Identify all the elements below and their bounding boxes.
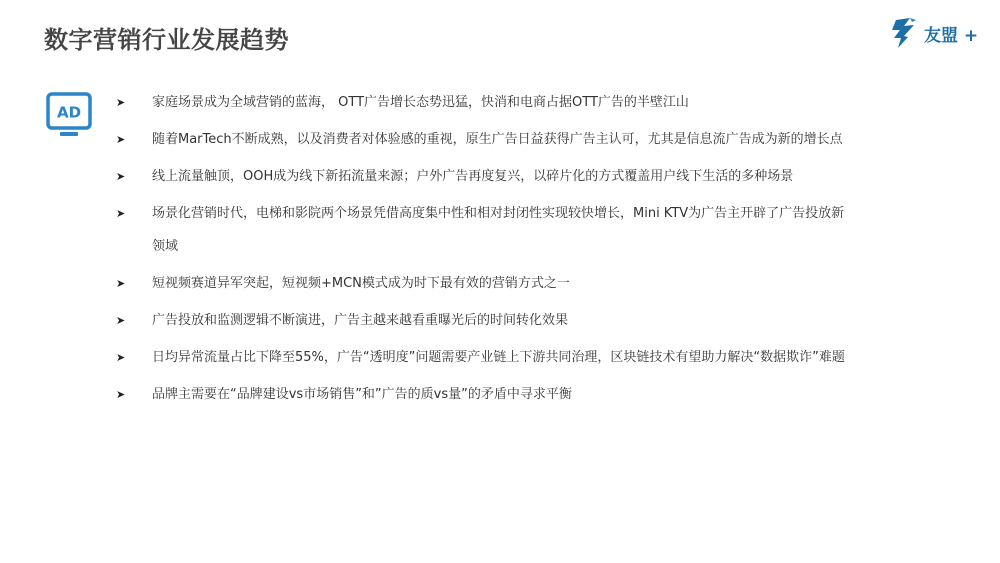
list-item-text: 品牌主需要在“品牌建设vs市场销售”和”广告的质vs量”的矛盾中寻求平衡 (152, 387, 572, 402)
bird-logo-icon (890, 16, 920, 50)
list-item-text: 线上流量触顶，OOH成为线下新拓流量来源；户外广告再度复兴，以碎片化的方式覆盖用户线下生活的多种场景 (152, 169, 794, 184)
list-item-text: 场景化营销时代，电梯和影院两个场景凭借高度集中性和相对封闭性实现较快增长，Mini KTV为广告主开辟了广告投放新领域 (152, 206, 845, 254)
list-item (116, 267, 856, 300)
list-item (116, 123, 856, 156)
bullet-arrow-icon: ➤ (116, 170, 126, 183)
ad-icon-label: AD (56, 103, 82, 122)
logo-text: 友盟 + (924, 25, 979, 46)
bullet-arrow-icon: ➤ (116, 314, 126, 327)
list-item (116, 304, 856, 337)
bullet-arrow-icon: ➤ (116, 277, 126, 290)
list-item (116, 86, 856, 119)
page-title: 数字营销行业发展趋势 (44, 26, 289, 54)
brand-logo (890, 16, 978, 50)
list-item-text: 家庭场景成为全域营销的蓝海， OTT广告增长态势迅猛，快消和电商占据OTT广告的半壁江山 (152, 95, 689, 110)
bullet-arrow-icon: ➤ (116, 96, 126, 109)
ad-monitor-icon (46, 92, 92, 140)
trend-list (116, 86, 856, 415)
list-item (116, 197, 856, 263)
bullet-arrow-icon: ➤ (116, 351, 126, 364)
list-item (116, 160, 856, 193)
bullet-arrow-icon: ➤ (116, 388, 126, 401)
list-item (116, 341, 856, 374)
list-item-text: 随着MarTech不断成熟，以及消费者对体验感的重视，原生广告日益获得广告主认可，尤其是信息流广告成为新的增长点 (152, 132, 843, 147)
bullet-arrow-icon: ➤ (116, 133, 126, 146)
list-item (116, 378, 856, 411)
list-item-text: 日均异常流量占比下降至55%，广告“透明度”问题需要产业链上下游共同治理，区块链技术有望助力解决“数据欺诈”难题 (152, 350, 845, 365)
list-item-text: 广告投放和监测逻辑不断演进，广告主越来越看重曝光后的时间转化效果 (152, 313, 569, 328)
bullet-arrow-icon: ➤ (116, 207, 126, 220)
list-item-text: 短视频赛道异军突起，短视频+MCN模式成为时下最有效的营销方式之一 (152, 276, 570, 291)
